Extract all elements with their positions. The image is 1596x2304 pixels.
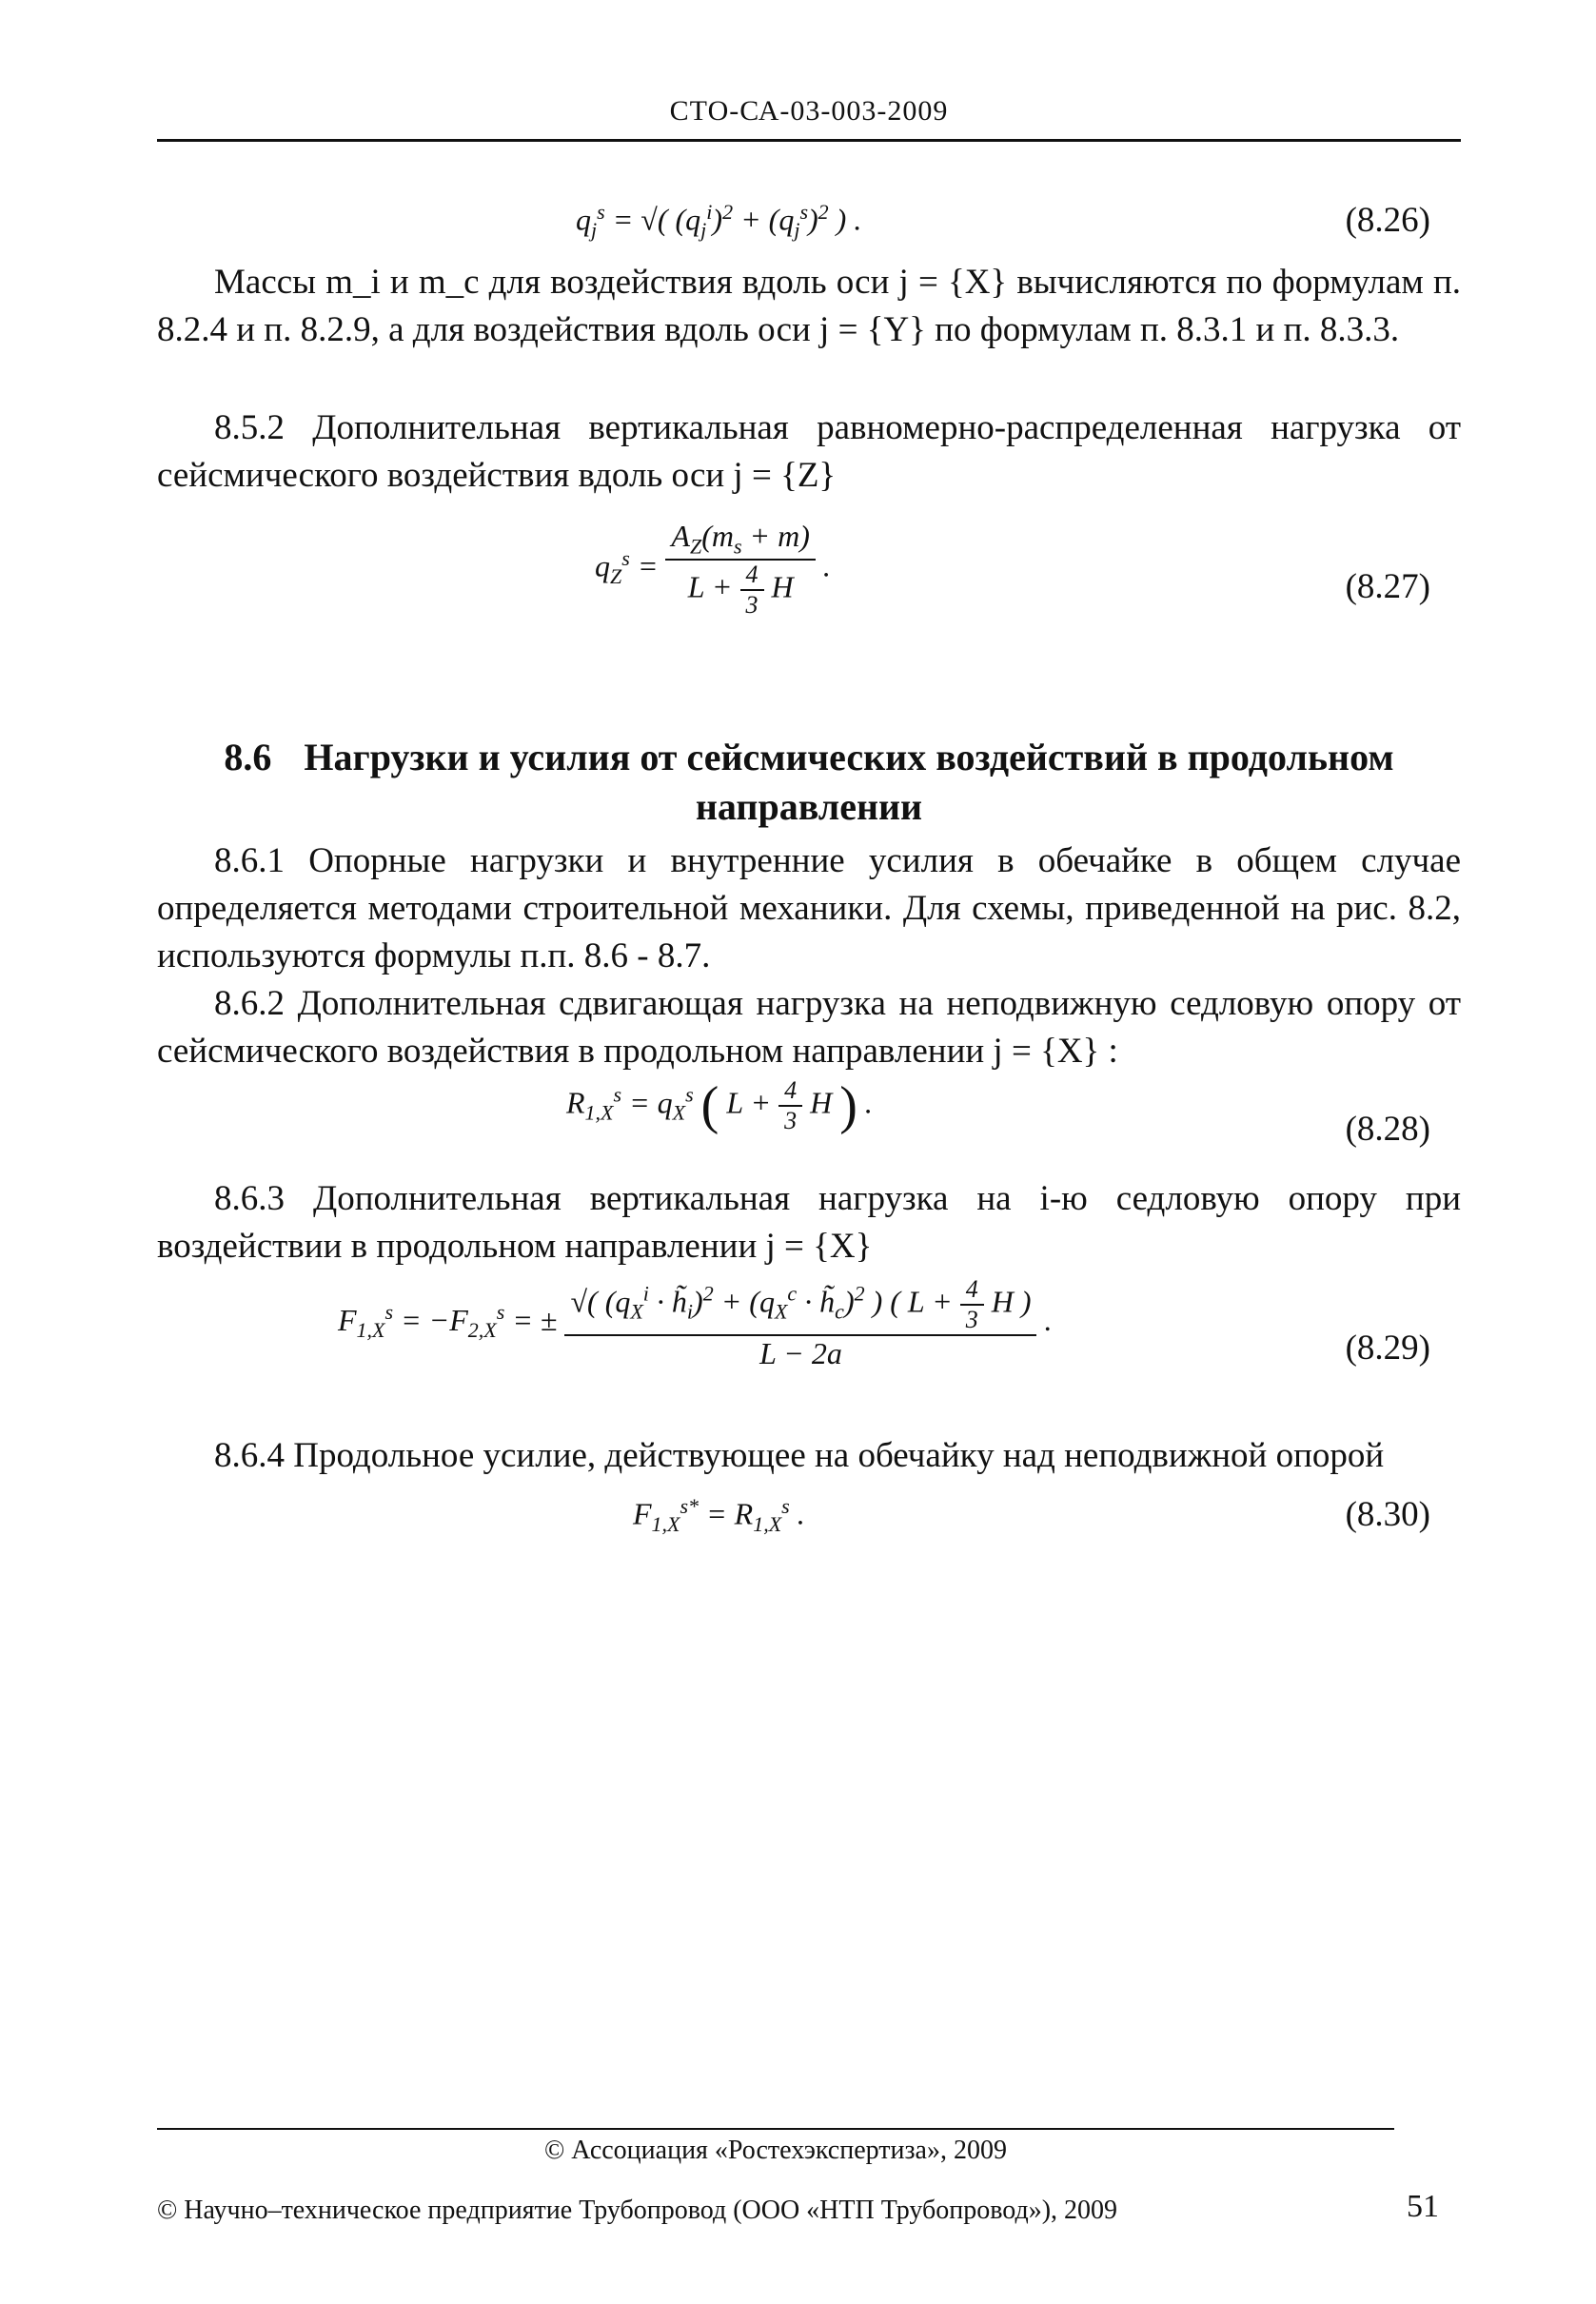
- paragraph-8-6-1: 8.6.1 Опорные нагрузки и внутренние усилия в обечайке в общем случае определяется методами строительной механики. Для схемы, приведенной на рис. 8.2, используются формулы п.п. 8.6 - 8.7.: [157, 841, 1461, 975]
- equation-number: (8.27): [1345, 567, 1430, 606]
- formula-8-27-math: $q_Z^s$ = $A_Z(m_s + m)$ L + $\frac{4}{3}$ H .: [595, 519, 831, 620]
- footer-copyright-company: © Научно–техническое предприятие Трубопровод (ООО «НТП Трубопровод»), 2009: [157, 2196, 1118, 2225]
- paragraph-8-6-2: 8.6.2 Дополнительная сдвигающая нагрузка на неподвижную седловую опору от сейсмического воздействия в продольном направлении j = {X} :: [157, 984, 1461, 1071]
- equation-number: (8.26): [1345, 201, 1430, 240]
- page-number: 51: [1407, 2189, 1439, 2224]
- equation-number: (8.29): [1345, 1329, 1430, 1368]
- document-code-header: СТО-СА-03-003-2009: [669, 95, 949, 127]
- paragraph-8-5-2: 8.5.2 Дополнительная вертикальная равномерно-распределенная нагрузка от сейсмического воздействия вдоль оси j = {Z}: [157, 408, 1461, 495]
- section-title: [157, 733, 1461, 832]
- header-rule: [157, 139, 1461, 142]
- section-heading: Нагрузки и усилия от сейсмических воздействий в продольном направлении: [304, 736, 1394, 828]
- footer-copyright-association: © Ассоциация «Ростехэкспертиза», 2009: [544, 2136, 1007, 2165]
- formula-8-27: [157, 519, 1461, 652]
- paragraph-masses: Массы m_i и m_c для воздействия вдоль оси j = {X} вычисляются по формулам п. 8.2.4 и п. 8.2.9, а для воздействия вдоль оси j = {Y} по формулам п. 8.3.1 и п. 8.3.3.: [157, 263, 1461, 349]
- paragraph-8-6-3: 8.6.3 Дополнительная вертикальная нагрузка на i-ю седловую опору при воздействии в продольном направлении j = {X}: [157, 1179, 1461, 1266]
- formula-8-30: [157, 1489, 1461, 1546]
- formula-8-28-math: $R_{1,X}^s = q_X^s$ ( L + $\frac{4}{3}$ H ) .: [566, 1076, 873, 1135]
- section-number: 8.6: [224, 736, 272, 778]
- formula-8-26-math: $q_j^s$ = √( $(q_j^i)^2 + (q_j^s)^2$ ) .: [576, 200, 862, 243]
- equation-number: (8.30): [1345, 1495, 1430, 1534]
- formula-8-28: [157, 1071, 1461, 1175]
- formula-8-30-math: $F_{1,X}^{s*} = R_{1,X}^s$ .: [633, 1494, 805, 1537]
- footer-rule: [157, 2128, 1394, 2130]
- paragraph-8-6-4: 8.6.4 Продольное усилие, действующее на обечайку над неподвижной опорой: [214, 1436, 1385, 1475]
- formula-8-26: [157, 190, 1461, 247]
- equation-number: (8.28): [1345, 1110, 1430, 1149]
- formula-8-29: [157, 1275, 1461, 1428]
- formula-8-29-math: $F_{1,X}^s = -F_{2,X}^s$ = ± √( ($q_X^i$ · $h̃_i)^2 + (q_X^c$ · $h̃_c)^2$ ) ( L + $\frac{4}{3}$ H ) L − 2a .: [338, 1275, 1053, 1370]
